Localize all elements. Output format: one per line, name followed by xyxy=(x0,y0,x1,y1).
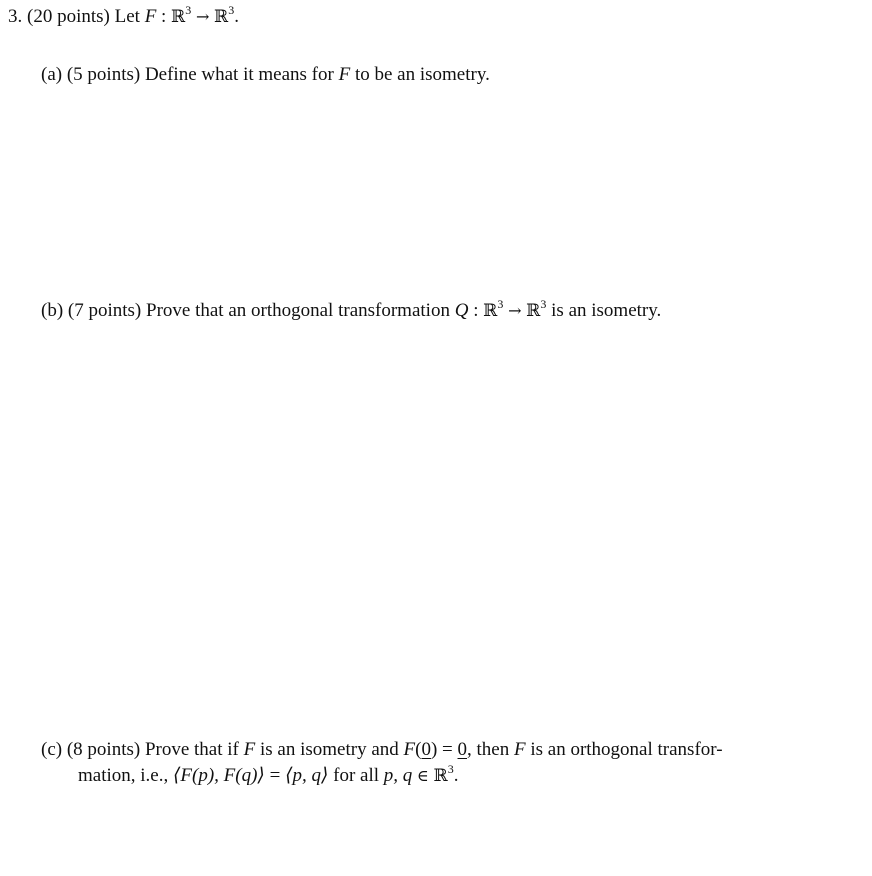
part-b-text: Prove that an orthogonal transformation xyxy=(146,300,450,321)
part-a-text: Define what it means for xyxy=(144,64,334,85)
part-b-arrow: → xyxy=(508,301,522,320)
part-c-zero-vector-2: 0 xyxy=(457,739,468,760)
part-a-points: (5 points) xyxy=(66,64,141,85)
part-c-expr-lhs: ⟨F(p), F(q)⟩ xyxy=(172,765,265,786)
problem-header xyxy=(8,3,240,28)
part-a-text-end: to be an isometry. xyxy=(354,64,490,85)
arrow-symbol: → xyxy=(195,7,210,26)
domain-space: ℝ xyxy=(171,7,186,27)
codomain-exponent: 3 xyxy=(228,3,235,17)
part-c-open-paren: ( xyxy=(415,739,422,760)
part-c-var-2: F xyxy=(403,739,416,760)
part-c-line-1 xyxy=(41,739,723,761)
part-c-line-2 xyxy=(78,762,459,787)
part-c-var-3: F xyxy=(513,739,526,760)
part-c-var-1: F xyxy=(243,739,256,760)
part-b-domain: ℝ xyxy=(483,301,498,321)
part-b-colon: : xyxy=(473,300,479,321)
part-b-text-end: is an isometry. xyxy=(551,300,662,321)
part-a-label: (a) xyxy=(41,64,63,85)
part-c-equals: = xyxy=(269,765,281,786)
part-a xyxy=(41,64,490,86)
part-c-in-symbol: ∈ xyxy=(417,766,429,785)
part-c-close-eq: ) = xyxy=(430,739,453,760)
part-c-text-2: is an isometry and xyxy=(260,739,399,760)
part-a-var: F xyxy=(338,64,351,85)
part-b xyxy=(41,297,662,322)
part-c-space-exp: 3 xyxy=(447,762,454,776)
part-b-var: Q xyxy=(454,300,469,321)
part-c-zero-vector-1: 0 xyxy=(421,739,431,760)
part-c-text: Prove that if xyxy=(144,739,239,760)
part-b-domain-exp: 3 xyxy=(497,297,504,311)
part-c-space: ℝ xyxy=(433,766,448,786)
problem-number: 3. xyxy=(8,6,23,27)
part-b-points: (7 points) xyxy=(67,300,142,321)
problem-intro: Let xyxy=(114,6,140,27)
part-b-codomain: ℝ xyxy=(526,301,541,321)
part-c-text-5: mation, i.e., xyxy=(78,765,169,786)
map-name: F xyxy=(144,6,157,27)
part-c-text-6: for all xyxy=(333,765,380,786)
part-c-period: . xyxy=(453,765,459,786)
problem-points: (20 points) xyxy=(27,6,110,27)
part-b-label: (b) xyxy=(41,300,64,321)
codomain-space: ℝ xyxy=(214,7,229,27)
part-c-vars: p, q xyxy=(383,765,413,786)
colon: : xyxy=(161,6,167,27)
part-c-label: (c) xyxy=(41,739,63,760)
part-c-expr-rhs: ⟨p, q⟩ xyxy=(285,765,329,786)
part-b-codomain-exp: 3 xyxy=(540,297,547,311)
part-c-text-3: , then xyxy=(467,739,510,760)
part-c-points: (8 points) xyxy=(66,739,141,760)
part-c-text-4: is an orthogonal transfor- xyxy=(530,739,723,760)
header-period: . xyxy=(234,6,240,27)
domain-exponent: 3 xyxy=(185,3,192,17)
